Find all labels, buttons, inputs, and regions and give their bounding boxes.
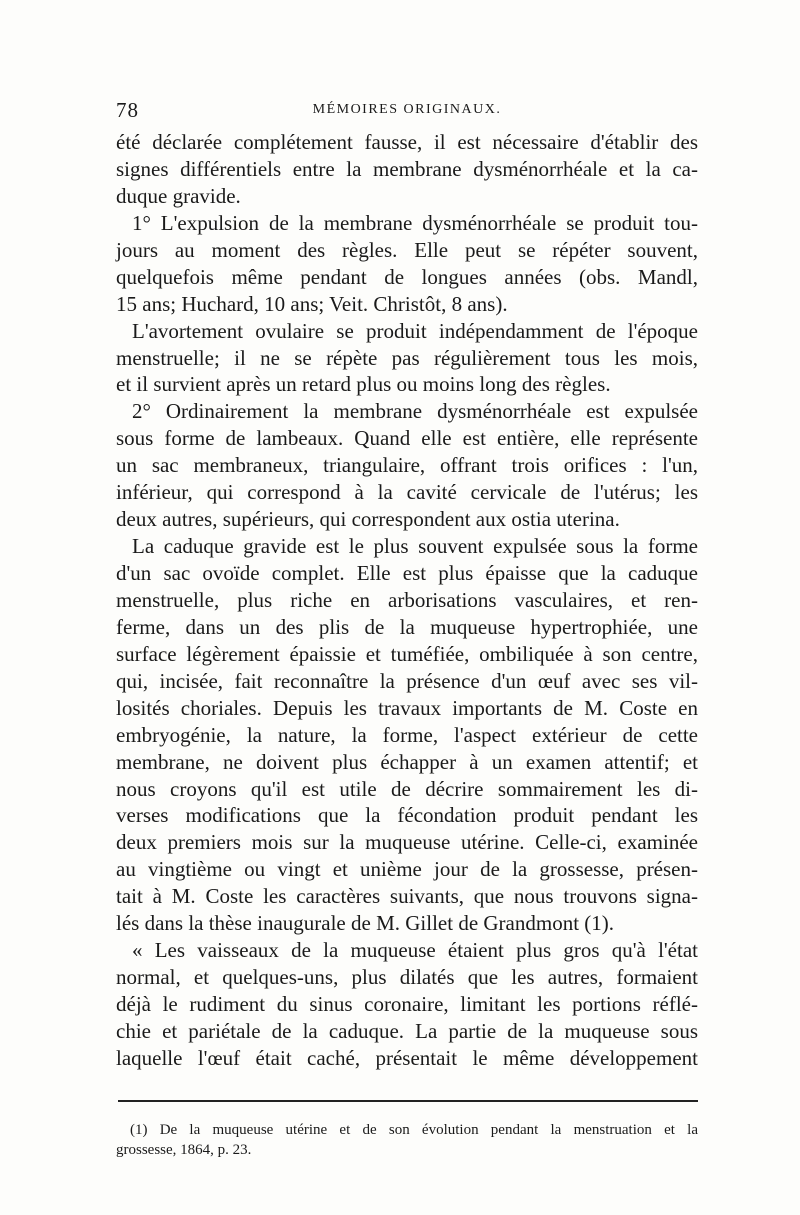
text-line: deux premiers mois sur la muqueuse utérine. Celle-ci, examinée (116, 830, 698, 855)
text-line: jours au moment des règles. Elle peut se répéter souvent, (116, 237, 698, 262)
text-line: 15 ans; Huchard, 10 ans; Veit. Christôt, 8 ans). (116, 291, 508, 316)
text-line: d'un sac ovoïde complet. Elle est plus épaisse que la caduque (116, 561, 698, 585)
text-line: deux autres, supérieurs, qui correspondent aux ostia uterina. (116, 507, 620, 532)
body-text (116, 129, 698, 1072)
text-line: déjà le rudiment du sinus coronaire, limitant les portions réflé- (116, 992, 698, 1016)
text-line: menstruelle, plus riche en arborisations vasculaires, et ren- (116, 587, 698, 612)
footnote-line: grossesse, 1864, p. 23. (116, 1142, 252, 1158)
text-line: signes différentiels entre la membrane dysménorrhéale et la ca- (116, 156, 698, 181)
text-line: losités choriales. Depuis les travaux importants de M. Coste en (116, 695, 698, 720)
text-line: « Les vaisseaux de la muqueuse étaient plus gros qu'à l'état (132, 938, 698, 963)
text-line: lés dans la thèse inaugurale de M. Gillet de Grandmont (1). (116, 911, 615, 936)
text-line: ferme, dans un des plis de la muqueuse hypertrophiée, une (116, 614, 698, 639)
text-line: été déclarée complétement fausse, il est nécessaire d'établir des (116, 130, 698, 154)
text-line: tait à M. Coste les caractères suivants, que nous trouvons signa- (116, 884, 698, 909)
text-line: un sac membraneux, triangulaire, offrant trois orifices : l'un, (116, 453, 698, 478)
text-line: normal, et quelques-uns, plus dilatés que les autres, formaient (116, 965, 698, 990)
text-line: menstruelle; il ne se répète pas régulièrement tous les mois, (116, 345, 698, 370)
text-line: La caduque gravide est le plus souvent expulsée sous la forme (132, 534, 698, 559)
text-line: membrane, ne doivent plus échapper à un examen attentif; et (116, 749, 698, 774)
text-line: sous forme de lambeaux. Quand elle est entière, elle représente (116, 426, 698, 451)
text-line: L'avortement ovulaire se produit indépendamment de l'époque (132, 318, 698, 343)
page-number: 78 (116, 98, 139, 122)
text-line: chie et pariétale de la caduque. La partie de la muqueuse sous (116, 1018, 698, 1043)
text-line: 2° Ordinairement la membrane dysménorrhéale est expulsée (132, 399, 698, 424)
text-line: verses modifications que la fécondation produit pendant les (116, 803, 698, 828)
page-header (116, 98, 698, 126)
text-line: au vingtième ou vingt et unième jour de la grossesse, présen- (116, 857, 698, 882)
text-line: quelquefois même pendant de longues années (obs. Mandl, (116, 264, 698, 289)
text-line: laquelle l'œuf était caché, présentait le même développement (116, 1045, 698, 1070)
footnote (116, 1120, 698, 1160)
text-line: surface légèrement épaissie et tuméfiée, ombiliquée à son centre, (116, 641, 698, 666)
footnote-rule (118, 1100, 698, 1102)
text-line: embryogénie, la nature, la forme, l'aspect extérieur de cette (116, 722, 698, 747)
text-line: inférieur, qui correspond à la cavité cervicale de l'utérus; les (116, 480, 698, 505)
footnote-line: (1) De la muqueuse utérine et de son évolution pendant la menstruation et la (130, 1122, 698, 1138)
text-line: et il survient après un retard plus ou moins long des règles. (116, 372, 611, 397)
text-line: nous croyons qu'il est utile de décrire sommairement les di- (116, 776, 698, 801)
text-line: duque gravide. (116, 183, 241, 208)
running-head: MÉMOIRES ORIGINAUX. (312, 102, 502, 117)
text-line: 1° L'expulsion de la membrane dysménorrhéale se produit tou- (132, 210, 698, 235)
text-line: qui, incisée, fait reconnaître la présence d'un œuf avec ses vil- (116, 668, 698, 693)
